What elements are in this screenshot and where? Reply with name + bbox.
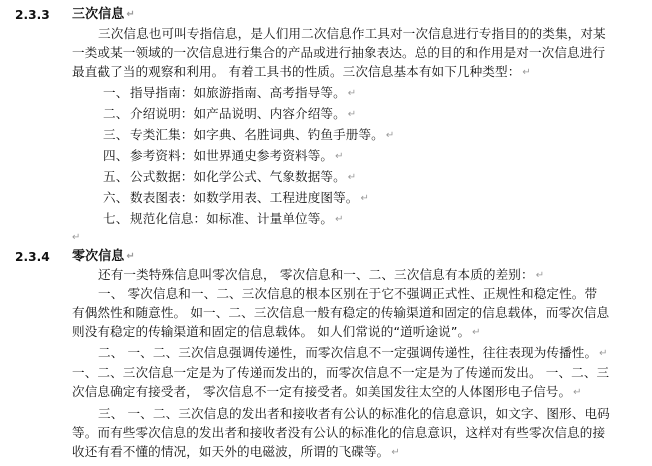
paragraph-line: 一类或某一领域的一次信息进行集合的产品或进行抽象表达。总的目的和作用是对一次信息进行 (72, 45, 606, 60)
list-item-number: 四、 (103, 148, 129, 163)
paragraph-mark-icon: ↵ (126, 9, 135, 20)
paragraph-line: 最直截了当的观察和利用。 有着工具书的性质。三次信息基本有如下几种类型： ↵ (72, 64, 531, 79)
paragraph-mark-icon: ↵ (72, 232, 81, 243)
list-item-text: 参考资料：如世界通史参考资料等。 ↵ (130, 148, 344, 163)
paragraph-mark-icon: ↵ (522, 67, 531, 78)
paragraph-mark-icon: ↵ (347, 109, 357, 120)
list-item-text: 公式数据：如化学公式、气象数据等。 ↵ (130, 169, 357, 184)
list-item-text: 数表图表：如数学用表、工程进度图等。 ↵ (130, 190, 369, 205)
paragraph-mark-icon: ↵ (360, 193, 369, 204)
list-item-number: 二、 (103, 106, 129, 121)
paragraph-line: 三、 一、二、三次信息的发出者和接收者有公认的标准化的信息意识，如文字、图形、电码 (98, 406, 610, 421)
paragraph-line: 有偶然性和随意性。 如一、二、三次信息一般有稳定的传输渠道和固定的信息载体，而零次信息 (72, 305, 610, 320)
list-item-text: 指导指南：如旅游指南、高考指导等。 ↵ (130, 85, 357, 100)
paragraph-mark-icon: ↵ (385, 130, 395, 141)
list-item-number: 六、 (103, 190, 129, 205)
paragraph-mark-icon: ↵ (599, 348, 608, 359)
paragraph-mark-icon: ↵ (535, 270, 545, 281)
paragraph-line: 三次信息也可叫专指信息，是人们用二次信息作工具对一次信息进行专指目的的类集，对某 (98, 26, 606, 41)
list-item-text: 规范化信息：如标准、计量单位等。 ↵ (130, 211, 344, 226)
section-number: 2.3.3 (15, 8, 50, 22)
section-title: 三次信息 ↵ (72, 7, 135, 22)
paragraph-line: 次信息确定有接受者， 零次信息不一定有接受者。如美国发往太空的人体图形电子信号。 ↵ (72, 384, 582, 399)
list-item-text: 专类汇集：如字典、名胜词典、钓鱼手册等。 ↵ (130, 127, 395, 142)
section-title: 零次信息 ↵ (72, 249, 135, 264)
list-item-number: 五、 (103, 169, 129, 184)
paragraph-mark-icon: ↵ (335, 214, 344, 225)
paragraph-mark-icon: ↵ (126, 251, 135, 262)
paragraph-mark-icon: ↵ (335, 151, 344, 162)
paragraph-line: 二、 一、二、三次信息强调传递性，而零次信息不一定强调传递性，往往表现为传播性。 ↵ (98, 345, 608, 360)
list-item-number: 三、 (103, 127, 129, 142)
paragraph-line: 收还有看不懂的情况，如天外的电磁波，所谓的飞碟等。 ↵ (72, 444, 400, 459)
paragraph-mark-icon: ↵ (391, 447, 400, 458)
paragraph-mark-icon: ↵ (347, 88, 357, 99)
paragraph-line: 则没有稳定的传输渠道和固定的信息载体。 如人们常说的“道听途说”。 ↵ (72, 324, 481, 339)
section-number: 2.3.4 (15, 250, 50, 264)
paragraph-line: 一、二、三次信息一定是为了传递而发出的，而零次信息不一定是为了传递而发出。 一、二、三 (72, 365, 610, 380)
paragraph-line: 还有一类特殊信息叫零次信息， 零次信息和一、二、三次信息有本质的差别： ↵ (98, 267, 545, 282)
list-item-text: 介绍说明：如产品说明、内容介绍等。 ↵ (130, 106, 357, 121)
list-item-number: 一、 (103, 85, 129, 100)
paragraph-mark-icon: ↵ (347, 172, 357, 183)
paragraph-line: 一、 零次信息和一、二、三次信息的根本区别在于它不强调正式性、正规性和稳定性。带 (98, 286, 598, 301)
list-item-number: 七、 (103, 211, 129, 226)
paragraph-line: 等。而有些零次信息的发出者和接收者没有公认的标准化的信息意识，这样对有些零次信息的接 (72, 425, 606, 440)
paragraph-mark-icon: ↵ (573, 387, 582, 398)
paragraph-mark-icon: ↵ (472, 327, 481, 338)
